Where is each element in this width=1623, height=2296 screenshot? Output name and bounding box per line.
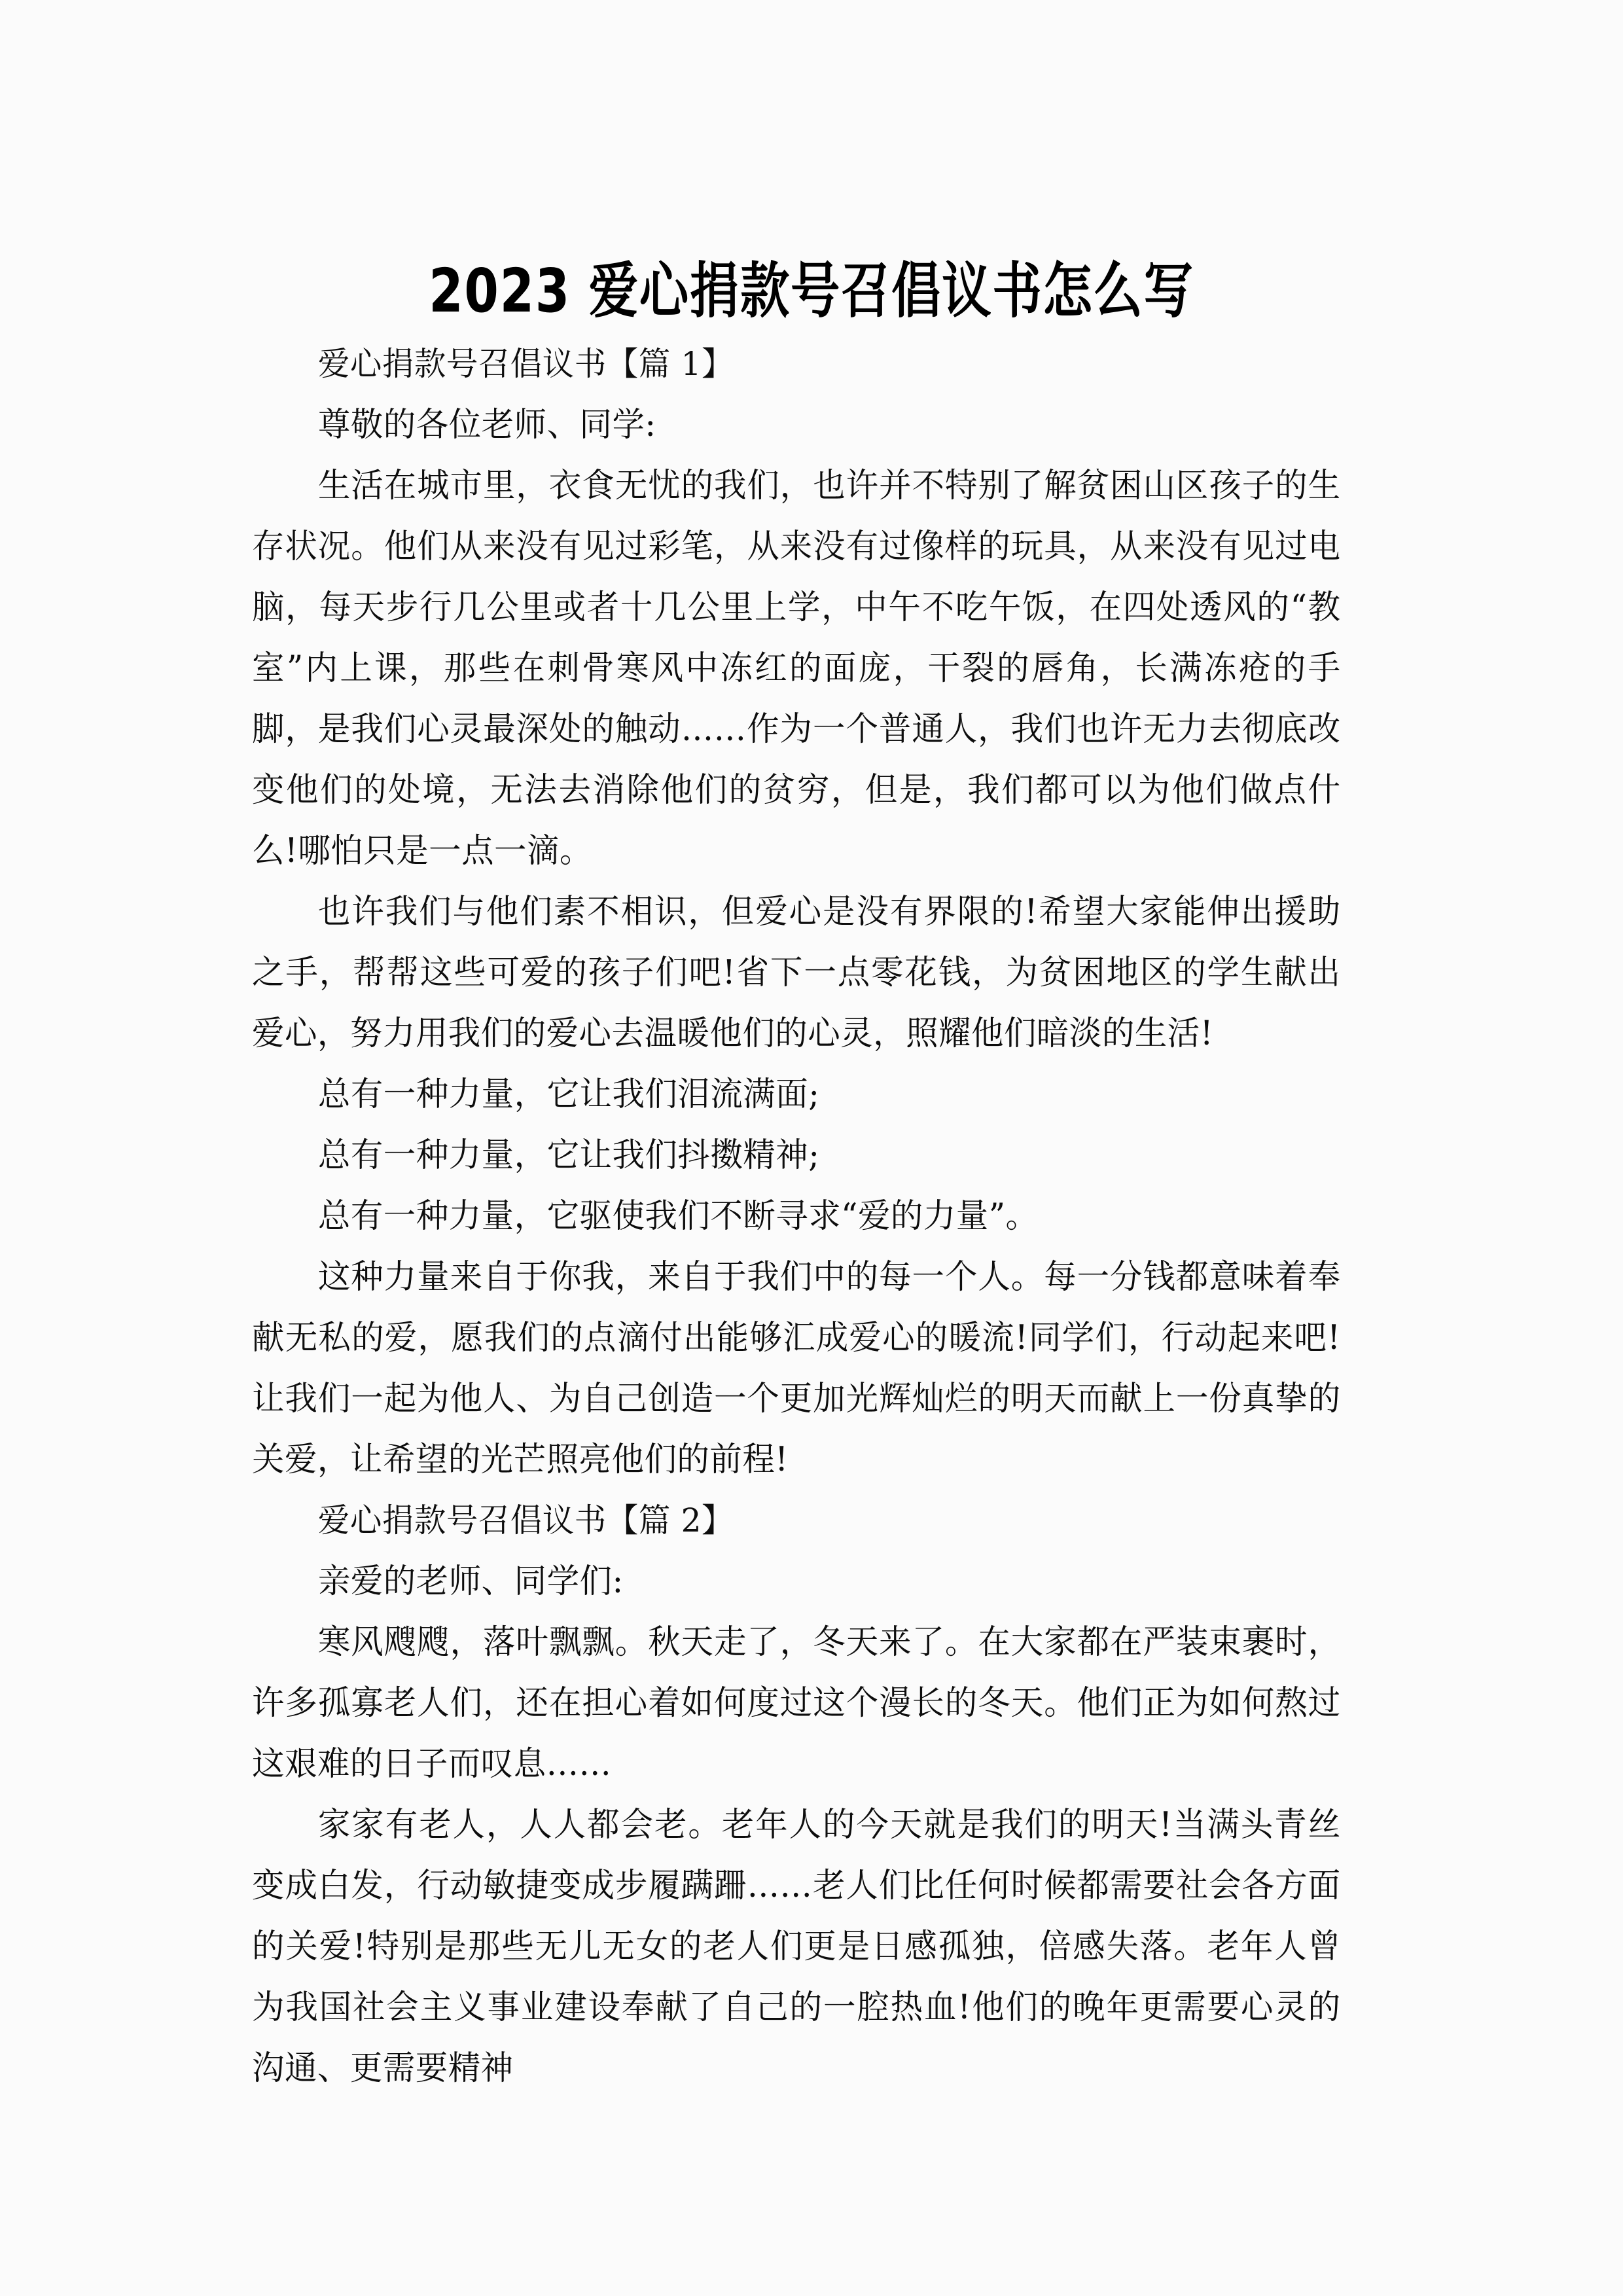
paragraph-2-1: 寒风飕飕，落叶飘飘。秋天走了，冬天来了。在大家都在严装束裹时，许多孤寡老人们，还在担心着如何度过这个漫长的冬天。他们正为如何熬过这艰难的日子而叹息…… xyxy=(252,1623,1341,1784)
paragraph-2-2: 家家有老人，人人都会老。老年人的今天就是我们的明天!当满头青丝变成白发，行动敏捷变成步履蹒跚……老人们比任何时候都需要社会各方面的关爱!特别是那些无儿无女的老人们更是日感孤独，倍感失落。老年人曾为我国社会主义事业建设奉献了自己的一腔热血!他们的晚年更需要心灵的沟通、更需要精神 xyxy=(252,1806,1341,2088)
section-heading-1: 爱心捐款号召倡议书【篇 1】 xyxy=(317,345,734,383)
section-heading-2: 爱心捐款号召倡议书【篇 2】 xyxy=(317,1501,734,1539)
document-body xyxy=(252,334,1374,2099)
paragraph-1-3: 总有一种力量，它让我们泪流满面; xyxy=(317,1075,820,1114)
paragraph-1-4: 总有一种力量，它让我们抖擞精神; xyxy=(317,1136,820,1175)
page-title: 2023 爱心捐款号召倡议书怎么写 xyxy=(429,255,1194,326)
paragraph-1-2: 也许我们与他们素不相识，但爱心是没有界限的!希望大家能伸出援助之手，帮帮这些可爱的孩子们吧!省下一点零花钱，为贫困地区的学生献出爱心，努力用我们的爱心去温暖他们的心灵，照耀他们暗淡的生活! xyxy=(252,893,1341,1053)
paragraph-1-6: 这种力量来自于你我，来自于我们中的每一个人。每一分钱都意味着奉献无私的爱，愿我们的点滴付出能够汇成爱心的暖流!同学们，行动起来吧!让我们一起为他人、为自己创造一个更加光辉灿烂的明天而献上一份真挚的关爱，让希望的光芒照亮他们的前程! xyxy=(252,1258,1341,1479)
paragraph-1-1: 生活在城市里，衣食无忧的我们，也许并不特别了解贫困山区孩子的生存状况。他们从来没有见过彩笔，从来没有过像样的玩具，从来没有见过电脑，每天步行几公里或者十几公里上学，中午不吃午饭，在四处透风的“教室”内上课，那些在刺骨寒风中冻红的面庞，干裂的唇角，长满冻疮的手脚，是我们心灵最深处的触动……作为一个普通人，我们也许无力去彻底改变他们的处境，无法去消除他们的贫穷，但是，我们都可以为他们做点什么!哪怕只是一点一滴。 xyxy=(252,467,1341,870)
salutation-1: 尊敬的各位老师、同学: xyxy=(317,406,656,444)
salutation-2: 亲爱的老师、同学们: xyxy=(317,1562,624,1601)
paragraph-1-5: 总有一种力量，它驱使我们不断寻求“爱的力量”。 xyxy=(317,1197,1039,1236)
